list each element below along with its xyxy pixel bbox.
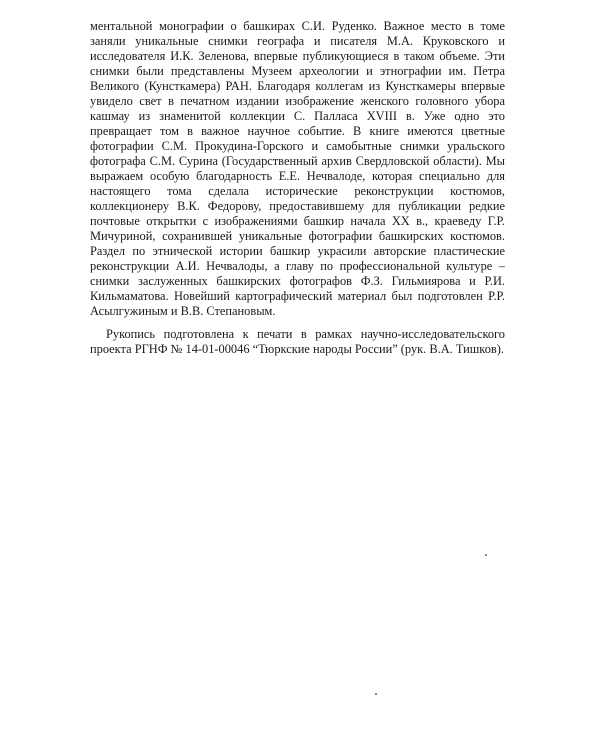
paragraph-grant-note: Рукопись подготовлена к печати в рамках научно-исследовательского проекта РГНФ № 14-01-00046 “Тюркские народы России” (рук. В.А. Тишков). — [90, 327, 505, 356]
body-text — [90, 19, 505, 357]
scan-speck — [375, 693, 377, 695]
scan-speck — [485, 554, 487, 556]
paragraph-acknowledgements: ментальной монографии о башкирах С.И. Руденко. Важное место в томе заняли уникальные снимки географа и писателя М.А. Круковского и исследователя И.К. Зеленова, впервые публикующиеся в таком объеме. Эти снимки были представлены Музеем археологии и этнографии им. Петра Великого (Кунсткамера) РАН. Благодаря коллегам из Кунсткамеры впервые увидело свет в печатном издании изображение женского головного убора кашмау из знаменитой коллекции С. Палласа XVIII в. Уже одно это превращает том в важное научное событие. В книге имеются цветные фотографии С.М. Прокудина-Горского и самобытные снимки уральского фотографа С.М. Сурина (Государственный архив Свердловской области). Мы выражаем особую благодарность Е.Е. Нечвалоде, которая специально для настоящего тома сделала исторические реконструкции костюмов, коллекционеру В.К. Федорову, предоставившему для публикации редкие почтовые открытки с изображениями башкир начала XX в., краеведу Г.Р. Мичуриной, сохранившей уникальные фотографии башкирских костюмов. Раздел по этнической истории башкир украсили авторские пластические реконструкции А.И. Нечвалоды, а главу по профессиональной культуре – снимки заслуженных башкирских фотографов Ф.З. Гильмиярова и Р.И. Кильмаматова. Новейший картографический материал был подготовлен Р.Р. Асылгужиным и В.В. Степановым. — [90, 19, 505, 318]
